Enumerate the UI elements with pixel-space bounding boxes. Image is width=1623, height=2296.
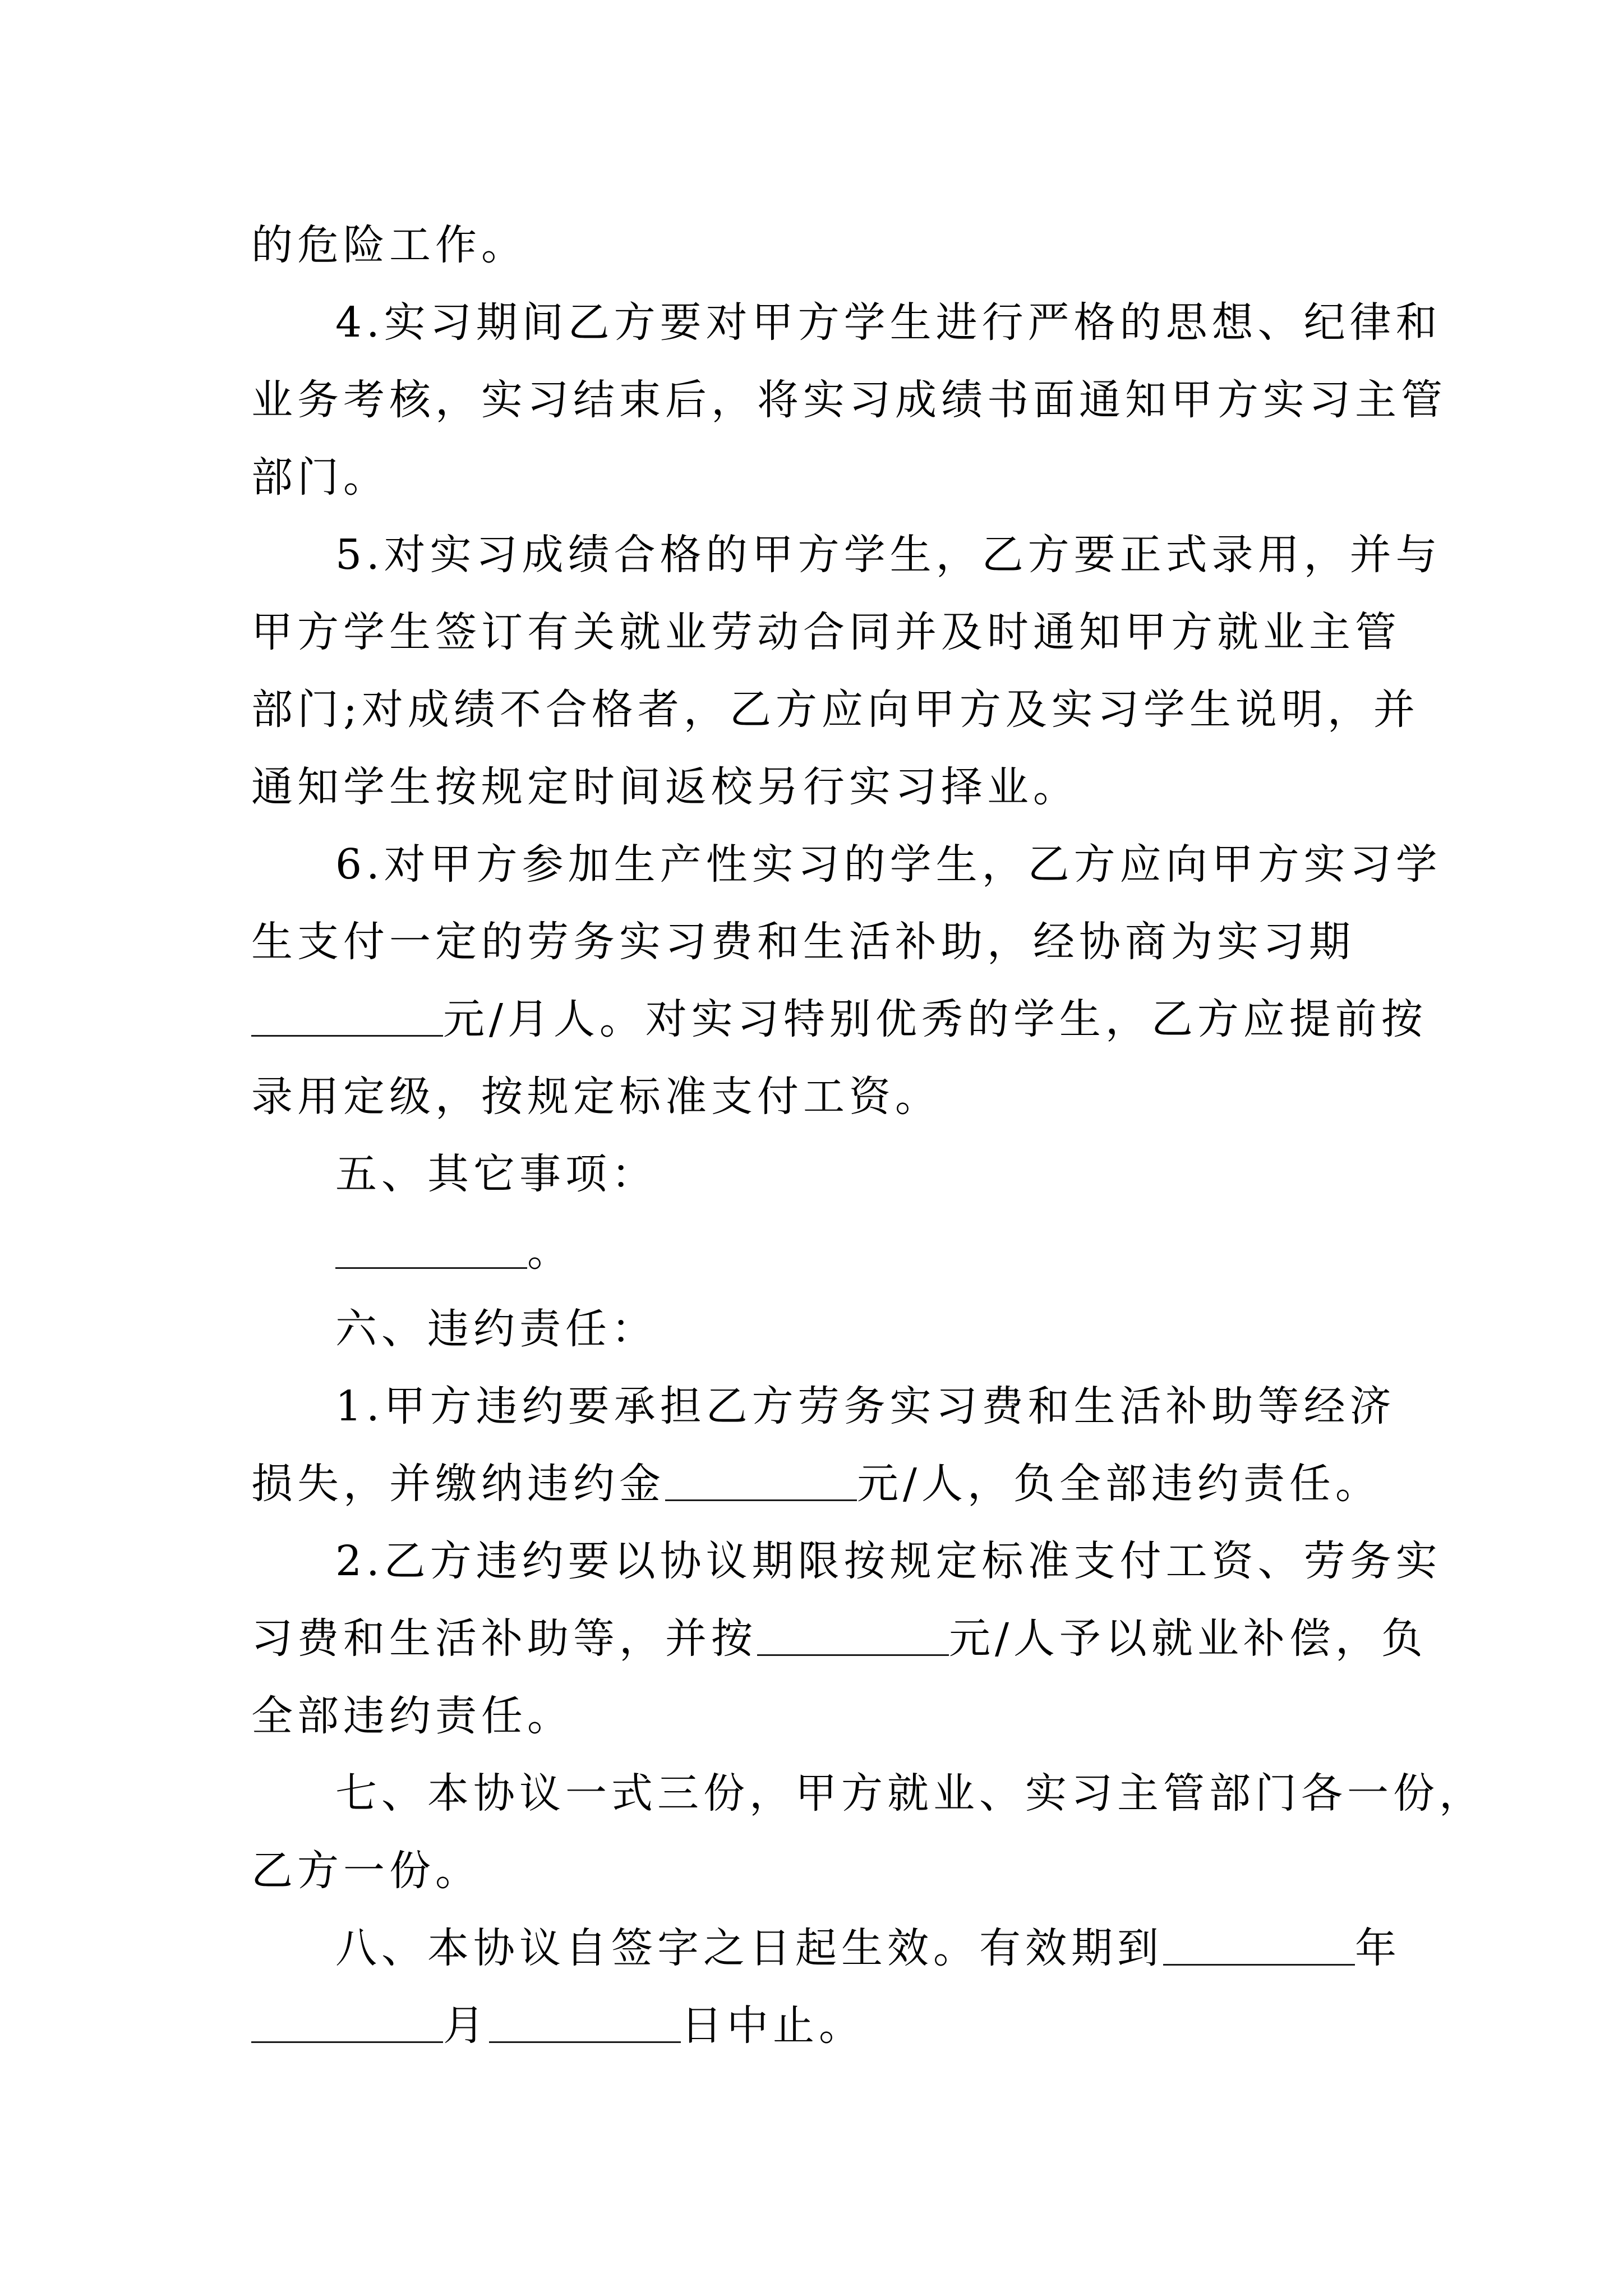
text-line: 乙方一份。 xyxy=(251,1847,481,1895)
text-line xyxy=(251,981,1427,1058)
fill-in-blank xyxy=(335,1227,527,1269)
text-segment: 元/人，负全部违约责任。 xyxy=(857,1460,1381,1508)
section-7 xyxy=(251,1755,1485,1910)
fill-in-blank xyxy=(1163,1924,1355,1966)
text-line xyxy=(251,1910,1401,1987)
fill-in-blank xyxy=(757,1614,949,1656)
text-segment: 元/人予以就业补偿，负 xyxy=(949,1614,1427,1663)
text-line: 5.对实习成绩合格的甲方学生，乙方要正式录用，并与 xyxy=(335,531,1442,579)
paragraph-violation-1 xyxy=(251,1368,1396,1522)
text-segment: 损失，并缴纳违约金 xyxy=(251,1460,665,1508)
text-line: 全部违约责任。 xyxy=(251,1692,573,1740)
text-line: 通知学生按规定时间返校另行实习择业。 xyxy=(251,763,1079,811)
paragraph-continuation xyxy=(251,206,1386,284)
section-5-blank-line xyxy=(251,1213,1386,1290)
text-segment: 日中止。 xyxy=(681,2001,865,2050)
fill-in-blank xyxy=(251,2001,443,2043)
section-6-heading xyxy=(251,1290,1386,1368)
text-line: 1.甲方违约要承担乙方劳务实习费和生活补助等经济 xyxy=(335,1382,1396,1430)
text-segment: 年 xyxy=(1355,1924,1401,1972)
text-line: 甲方学生签订有关就业劳动合同并及时通知甲方就业主管 xyxy=(251,608,1401,656)
text-line xyxy=(251,1987,1386,2064)
text-line xyxy=(251,1213,1386,1290)
paragraph-item-6 xyxy=(251,826,1442,1135)
text-line: 部门;对成绩不合格者，乙方应向甲方及实习学生说明，并 xyxy=(251,685,1419,734)
text-segment: 习费和生活补助等，并按 xyxy=(251,1614,757,1663)
text-line: 部门。 xyxy=(251,453,389,501)
text-line: 录用定级，按规定标准支付工资。 xyxy=(251,1073,941,1121)
text-segment: 月 xyxy=(443,2001,489,2050)
text-line: 七、本协议一式三份，甲方就业、实习主管部门各一份， xyxy=(335,1769,1485,1818)
text-line: 六、违约责任： xyxy=(335,1305,657,1353)
fill-in-blank xyxy=(251,995,443,1037)
text-line: 生支付一定的劳务实习费和生活补助，经协商为实习期 xyxy=(251,918,1355,966)
paragraph-item-4 xyxy=(251,284,1447,516)
text-line: 6.对甲方参加生产性实习的学生，乙方应向甲方实习学 xyxy=(335,840,1442,889)
text-segment: 元/月人。对实习特别优秀的学生，乙方应提前按 xyxy=(443,995,1427,1043)
text-line xyxy=(251,1600,1427,1677)
text-line xyxy=(251,1445,1386,1522)
text-segment: 。 xyxy=(527,1227,573,1276)
fill-in-blank xyxy=(665,1459,857,1501)
text-line: 4.实习期间乙方要对甲方学生进行严格的思想、纪律和 xyxy=(335,298,1442,347)
paragraph-violation-2 xyxy=(251,1522,1442,1755)
text-line: 的危险工作。 xyxy=(251,221,527,269)
text-segment: 八、本协议自签字之日起生效。有效期到 xyxy=(335,1924,1163,1972)
section-8 xyxy=(251,1910,1401,2064)
paragraph-item-5 xyxy=(251,516,1442,826)
section-5-heading xyxy=(251,1135,1386,1213)
fill-in-blank xyxy=(489,2001,681,2043)
text-line: 业务考核，实习结束后，将实习成绩书面通知甲方实习主管 xyxy=(251,376,1447,424)
text-line: 五、其它事项： xyxy=(335,1150,657,1198)
text-line: 2.乙方违约要以协议期限按规定标准支付工资、劳务实 xyxy=(335,1537,1442,1585)
